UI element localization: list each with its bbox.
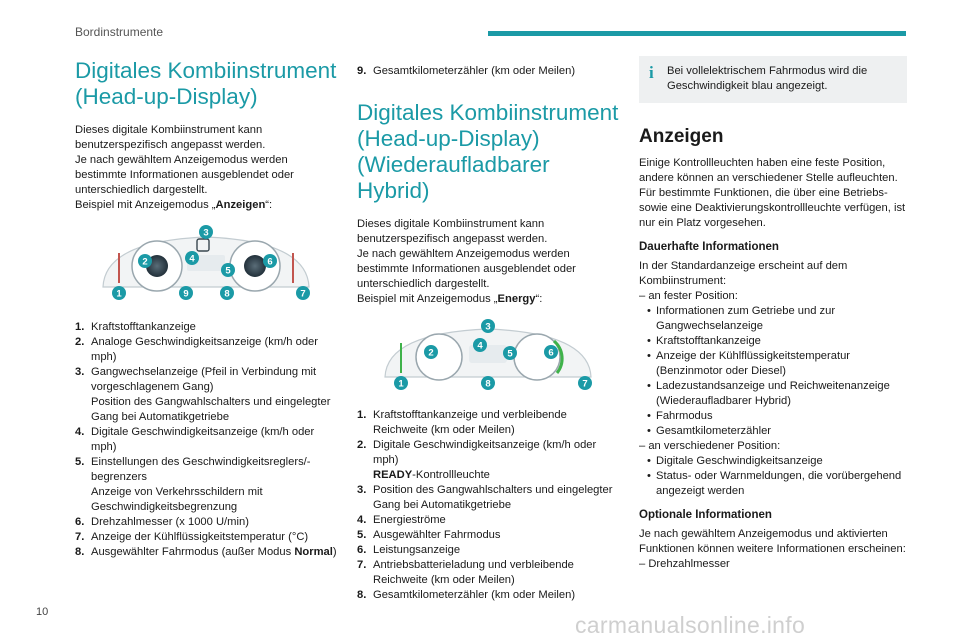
bullet-item: • Status- oder Warnmeldungen, die vorübergehend angezeigt werden [647, 470, 902, 497]
column-left [75, 58, 337, 560]
section-heading-hybrid: Digitales Kombiinstrument (Head-up-Display) (Wiederaufladbarer Hybrid) [357, 100, 619, 203]
paragraph: Je nach gewähltem Anzeigemodus werden bestimmte Informationen ausgeblendet oder unterschiedlich dargestellt. [75, 154, 294, 196]
bullet-item: • Gesamtkilometerzähler [647, 425, 772, 437]
example-line: Beispiel mit Anzeigemodus „Anzeigen“: [75, 199, 273, 211]
list-item: 1. Kraftstofftankanzeige [75, 321, 196, 333]
list-item: – Drehzahlmesser [639, 558, 730, 570]
subheading-permanent: Dauerhafte Informationen [639, 241, 779, 253]
callout-5 [503, 346, 517, 360]
info-icon: i [649, 63, 654, 82]
hybrid-legend-list-b [357, 483, 619, 603]
running-header: Bordinstrumente [75, 25, 164, 39]
svg-text:7: 7 [582, 378, 588, 390]
section-heading-hud: Digitales Kombiinstrument (Head-up-Display) [75, 58, 337, 109]
callout-7 [296, 286, 310, 300]
legend-list [75, 320, 337, 545]
callout-2 [424, 345, 438, 359]
list-item: 4. Digitale Geschwindigkeitsanzeige (km/h oder mph) [75, 426, 315, 453]
instrument-cluster-figure-2 [357, 319, 619, 398]
svg-text:3: 3 [203, 227, 209, 239]
bullet-item: • Informationen zum Getriebe und zur Gangwechselanzeige [647, 305, 836, 332]
bullet-item: • Kraftstofftankanzeige [647, 335, 761, 347]
header-accent-bar [488, 31, 906, 36]
permanent-info-list [639, 289, 907, 499]
svg-text:3: 3 [485, 321, 491, 333]
list-item: 8. Gesamtkilometerzähler (km oder Meilen) [357, 589, 576, 601]
list-item: 7. Anzeige der Kühlflüssigkeitstemperatur (°C) [75, 531, 309, 543]
paragraph: In der Standardanzeige erscheint auf dem Kombiinstrument: [639, 260, 848, 287]
callout-8 [220, 286, 234, 300]
list-item: 4. Energieströme [357, 514, 446, 526]
callout-6 [263, 254, 277, 268]
paragraph: Dieses digitale Kombiinstrument kann benutzerspezifisch angepasst werden. [357, 218, 548, 245]
svg-text:8: 8 [485, 378, 491, 390]
watermark: carmanualsonline.info [575, 612, 806, 638]
bullet-item: • Anzeige der Kühlflüssigkeitstemperatur (Benzinmotor oder Diesel) [647, 350, 851, 377]
ready-indicator-line: READY-Kontrollleuchte [373, 469, 490, 481]
page-number: 10 [36, 606, 49, 618]
list-item: 1. Kraftstofftankanzeige und verbleibende Reichweite (km oder Meilen) [357, 409, 567, 436]
subheading-optional: Optionale Informationen [639, 509, 772, 521]
svg-text:2: 2 [142, 256, 148, 268]
svg-text:5: 5 [507, 348, 513, 360]
hybrid-cluster-illustration [357, 319, 619, 393]
paragraph: Je nach gewähltem Anzeigemodus und aktivierten Funktionen können weitere Informationen erscheinen: [639, 528, 906, 555]
paragraph: Je nach gewähltem Anzeigemodus werden bestimmte Informationen ausgeblendet oder unterschiedlich dargestellt. [357, 248, 576, 290]
callout-3 [481, 319, 495, 333]
legend-list-continued [357, 64, 619, 79]
callout-4 [185, 251, 199, 265]
list-item: 2. Digitale Geschwindigkeitsanzeige (km/h oder mph) [357, 439, 597, 466]
callout-2 [138, 254, 152, 268]
legend-list-item-8 [75, 545, 337, 560]
callout-1 [112, 286, 126, 300]
svg-text:7: 7 [300, 288, 306, 300]
sublist-container [639, 454, 907, 499]
svg-text:1: 1 [398, 378, 404, 390]
svg-text:9: 9 [183, 288, 189, 300]
callout-4 [473, 338, 487, 352]
bullet-list [639, 304, 907, 439]
instrument-cluster-figure-1 [75, 225, 337, 310]
bullet-item: • Ladezustandsanzeige und Reichweitenanzeige (Wiederaufladbarer Hybrid) [647, 380, 890, 407]
list-item: – an verschiedener Position: [639, 440, 781, 452]
paragraph: Dieses digitale Kombiinstrument kann benutzerspezifisch angepasst werden. [75, 124, 266, 151]
list-item: 2. Analoge Geschwindigkeitsanzeige (km/h oder mph) [75, 336, 318, 363]
list-item: Position des Gangwahlschalters und eingelegter Gang bei Automatikgetriebe [91, 396, 331, 423]
sublist-container [639, 304, 907, 439]
bullet-item: • Fahrmodus [647, 410, 713, 422]
cluster-illustration [75, 225, 337, 305]
list-item: 5. Ausgewählter Fahrmodus [357, 529, 501, 541]
column-middle [357, 64, 619, 603]
section-heading-anzeigen: Anzeigen [639, 126, 724, 147]
callout-3 [199, 225, 213, 239]
svg-text:2: 2 [428, 347, 434, 359]
list-item: 3. Gangwechselanzeige (Pfeil in Verbindung mit vorgeschlagenem Gang) [75, 366, 317, 393]
list-item: 6. Drehzahlmesser (x 1000 U/min) [75, 516, 249, 528]
svg-text:4: 4 [477, 340, 483, 352]
info-note [639, 56, 907, 103]
svg-text:4: 4 [189, 253, 195, 265]
list-item: 5. Einstellungen des Geschwindigkeitsreglers/-begrenzers [75, 456, 311, 483]
bullet-item: • Digitale Geschwindigkeitsanzeige [647, 455, 823, 467]
callout-8 [481, 376, 495, 390]
svg-text:1: 1 [116, 288, 122, 300]
example-line: Beispiel mit Anzeigemodus „Energy“: [357, 293, 543, 305]
optional-info-list [639, 557, 907, 572]
list-item: 3. Position des Gangwahlschalters und eingelegter Gang bei Automatikgetriebe [357, 484, 613, 511]
list-item: 6. Leistungsanzeige [357, 544, 461, 556]
list-item: – an fester Position: [639, 290, 738, 302]
paragraph: Einige Kontrollleuchten haben eine feste Position, andere können an verschiedener Stelle aufleuchten. Für bestimmte Funktionen, die über eine Betriebs- sowie eine Deaktivierungskontrollleuchte verfügen, ist nur ein Platz vorgesehen. [639, 157, 906, 229]
callout-9 [179, 286, 193, 300]
list-item: 7. Antriebsbatterieladung und verbleibende Reichweite (km oder Meilen) [357, 559, 574, 586]
svg-text:8: 8 [224, 288, 230, 300]
info-text: Bei vollelektrischem Fahrmodus wird die Geschwindigkeit blau angezeigt. [667, 65, 868, 92]
column-right [639, 56, 907, 572]
callout-5 [221, 263, 235, 277]
callout-6 [544, 345, 558, 359]
list-item: Anzeige von Verkehrsschildern mit Geschwindigkeitsbegrenzung [91, 486, 263, 513]
callout-7 [578, 376, 592, 390]
svg-text:6: 6 [267, 256, 273, 268]
callout-1 [394, 376, 408, 390]
list-item: 8. Ausgewählter Fahrmodus (außer Modus Normal) [75, 546, 337, 558]
list-item: 9. Gesamtkilometerzähler (km oder Meilen) [357, 65, 576, 77]
hybrid-legend-list-a [357, 408, 619, 468]
svg-text:5: 5 [225, 265, 231, 277]
bullet-list [639, 454, 907, 499]
svg-text:6: 6 [548, 347, 554, 359]
